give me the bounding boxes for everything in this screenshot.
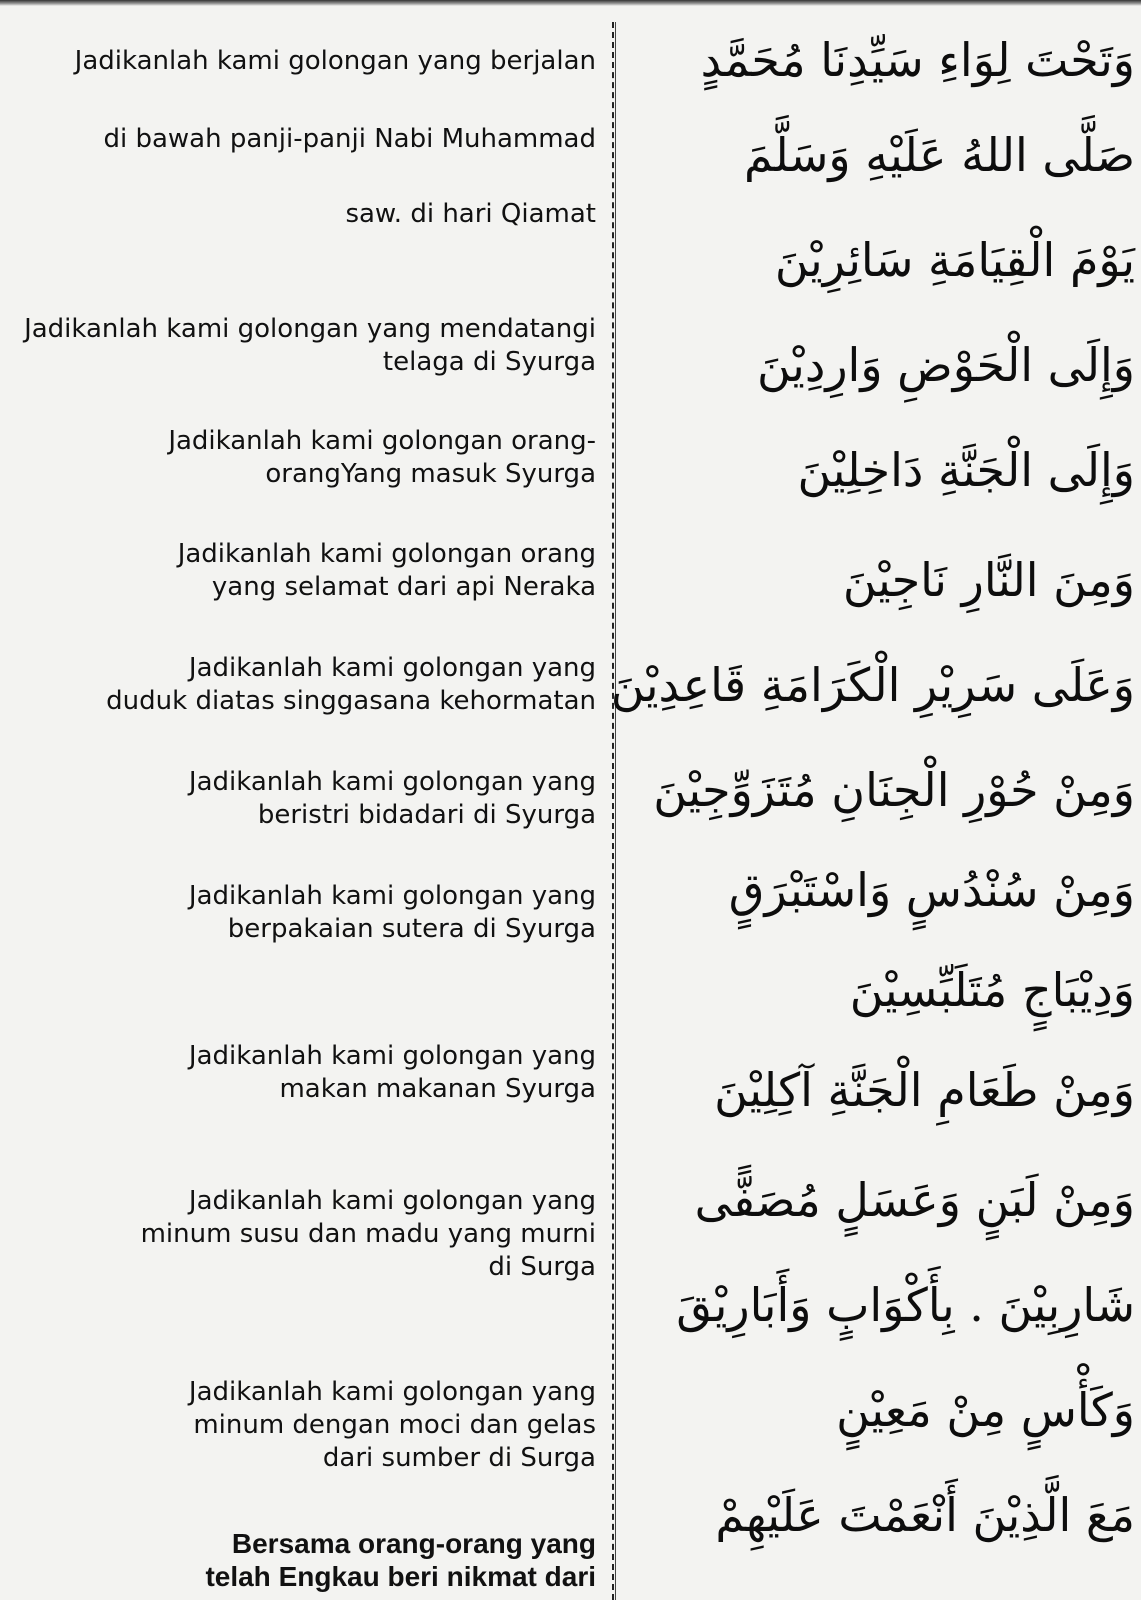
arabic-line-4: وَإِلَى الْحَوْضِ وَارِدِيْنَ <box>757 338 1135 392</box>
arabic-line-3: يَوْمَ الْقِيَامَةِ سَائِرِيْنَ <box>774 233 1135 287</box>
translation-line: beristri bidadari di Syurga <box>257 800 596 830</box>
arabic-line-7: وَعَلَى سَرِيْرِ الْكَرَامَةِ قَاعِدِيْنَ <box>610 658 1135 712</box>
translation-line: saw. di hari Qiamat <box>345 199 596 229</box>
translation-line: Bersama orang-orang yang <box>231 1528 596 1559</box>
translation-line: dari sumber di Surga <box>322 1443 596 1473</box>
translation-4 <box>0 313 596 379</box>
translation-line: Jadikanlah kami golongan yang berjalan <box>74 46 596 76</box>
translation-1 <box>0 45 596 78</box>
translation-5 <box>0 425 596 491</box>
translation-line: Jadikanlah kami golongan orang <box>177 539 596 569</box>
translation-14 <box>0 1376 596 1475</box>
translation-9 <box>0 880 596 946</box>
top-rule <box>0 0 1141 6</box>
translation-line: duduk diatas singgasana kehormatan <box>106 686 596 716</box>
arabic-line-13: شَارِبِيْنَ . بِأَكْوَابٍ وَأَبَارِيْقَ <box>676 1278 1135 1332</box>
translation-line: Jadikanlah kami golongan yang <box>188 881 596 911</box>
column-divider-line <box>615 22 616 1600</box>
translation-15 <box>0 1527 596 1593</box>
arabic-line-14: وَكَأْسٍ مِنْ مَعِيْنٍ <box>836 1383 1135 1437</box>
arabic-line-8: وَمِنْ حُوْرِ الْجِنَانِ مُتَزَوِّجِيْنَ <box>653 763 1135 817</box>
translation-6 <box>0 538 596 604</box>
translation-line: minum susu dan madu yang murni <box>140 1219 596 1249</box>
translation-line: orangYang masuk Syurga <box>265 459 596 489</box>
translation-3 <box>0 198 596 231</box>
arabic-line-15: مَعَ الَّذِيْنَ أَنْعَمْتَ عَلَيْهِمْ <box>715 1488 1135 1542</box>
translation-line: Jadikanlah kami golongan yang <box>188 1377 596 1407</box>
translation-line: minum dengan moci dan gelas <box>193 1410 596 1440</box>
arabic-line-11: وَمِنْ طَعَامِ الْجَنَّةِ آكِلِيْنَ <box>714 1063 1135 1117</box>
arabic-line-9: وَمِنْ سُنْدُسٍ وَاسْتَبْرَقٍ <box>728 863 1135 917</box>
translation-line: di bawah panji-panji Nabi Muhammad <box>103 124 596 154</box>
translation-line: Jadikanlah kami golongan yang <box>188 767 596 797</box>
translation-line: di Surga <box>488 1252 596 1282</box>
translation-line: makan makanan Syurga <box>279 1074 596 1104</box>
translation-2 <box>0 123 596 156</box>
arabic-line-2: صَلَّى اللهُ عَلَيْهِ وَسَلَّمَ <box>744 128 1135 182</box>
translation-line: Jadikanlah kami golongan yang <box>188 653 596 683</box>
translation-7 <box>0 652 596 718</box>
translation-11 <box>0 1040 596 1106</box>
arabic-line-1: وَتَحْتَ لِوَاءِ سَيِّدِنَا مُحَمَّدٍ <box>700 33 1135 87</box>
arabic-line-6: وَمِنَ النَّارِ نَاجِيْنَ <box>842 553 1135 607</box>
arabic-line-12: وَمِنْ لَبَنٍ وَعَسَلٍ مُصَفًّى <box>694 1173 1135 1227</box>
translation-line: Jadikanlah kami golongan yang mendatangi <box>24 314 596 344</box>
translation-line: Jadikanlah kami golongan yang <box>188 1186 596 1216</box>
translation-line: telaga di Syurga <box>382 347 596 377</box>
translation-line: telah Engkau beri nikmat dari <box>205 1561 596 1592</box>
arabic-line-10: وَدِيْبَاجٍ مُتَلَبِّسِيْنَ <box>849 963 1135 1017</box>
translation-12 <box>0 1185 596 1284</box>
translation-line: berpakaian sutera di Syurga <box>227 914 596 944</box>
translation-line: Jadikanlah kami golongan orang- <box>168 426 596 456</box>
translation-line: yang selamat dari api Neraka <box>211 572 596 602</box>
translation-line: Jadikanlah kami golongan yang <box>188 1041 596 1071</box>
column-divider <box>612 22 614 1600</box>
arabic-line-5: وَإِلَى الْجَنَّةِ دَاخِلِيْنَ <box>797 443 1135 497</box>
translation-8 <box>0 766 596 832</box>
